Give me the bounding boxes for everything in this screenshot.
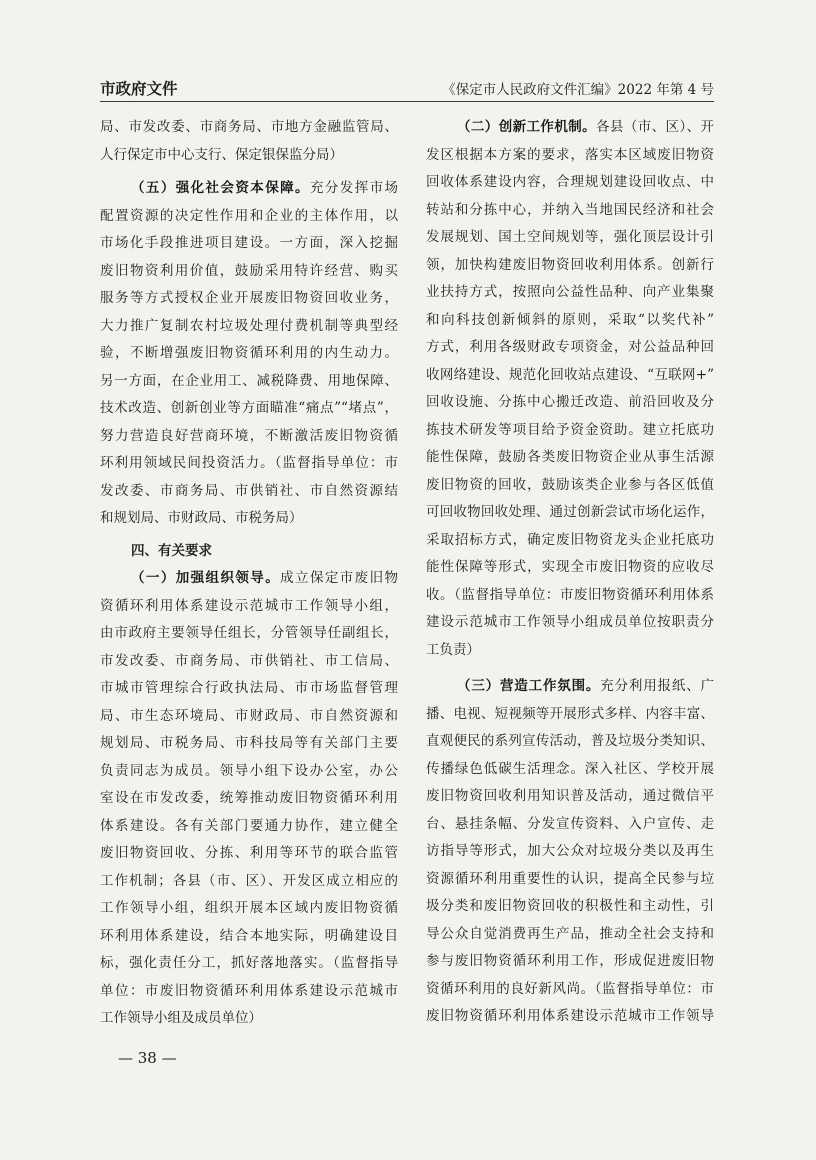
text-line: 由市政府主要领导任组长，分管领导任副组长， bbox=[100, 625, 398, 641]
text-line: 建设示范城市工作领导小组成员单位按职责分 bbox=[426, 614, 714, 630]
section-lead: （五）强化社会资本保障。 bbox=[131, 180, 310, 196]
text-line: 领，加快构建废旧物资回收利用体系。创新行 bbox=[426, 256, 714, 273]
text-line: 配置资源的决定性作用和企业的主体作用，以 bbox=[100, 207, 398, 224]
text-line: 废旧物资利用价值，鼓励采用特许经营、购买 bbox=[100, 262, 398, 279]
text-line: 标，强化责任分工，抓好落地落实。（监督指导 bbox=[100, 955, 398, 971]
text-line: 收。（监督指导单位：市废旧物资循环利用体系 bbox=[426, 586, 714, 603]
paragraph-first-line bbox=[426, 673, 714, 701]
text-line: 市发改委、市商务局、市供销社、市工信局、 bbox=[100, 652, 398, 669]
text-line: 环利用领域民间投资活力。（监督指导单位：市 bbox=[100, 455, 398, 471]
text-line: 访指导等形式，加大公众对垃圾分类以及再生 bbox=[426, 843, 714, 859]
header-publication: 《保定市人民政府文件汇编》2022 年第 4 号 bbox=[442, 82, 714, 98]
text-line: 播、电视、短视频等开展形式多样、内容丰富、 bbox=[426, 705, 714, 722]
text-line: 能性保障等形式，实现全市废旧物资的应收尽 bbox=[426, 559, 714, 575]
text-line: 努力营造良好营商环境，不断激活废旧物资循 bbox=[100, 427, 398, 444]
text-line: 服务等方式授权企业开展废旧物资回收业务， bbox=[100, 290, 398, 306]
text-line: 废旧物资循环利用体系建设示范城市工作领导 bbox=[426, 1008, 714, 1024]
text-line: 方式，利用各级财政专项资金，对公益品种回 bbox=[426, 339, 714, 355]
paragraph-first-line bbox=[100, 175, 398, 203]
text-line: 工作领导小组及成员单位） bbox=[100, 1010, 262, 1026]
text-line: 另一方面，在企业用工、减税降费、用地保障、 bbox=[100, 372, 398, 389]
text-line: 发展规划、国土空间规划等，强化顶层设计引 bbox=[426, 229, 714, 245]
text-line: 大力推广复制农村垃圾处理付费机制等典型经 bbox=[100, 317, 398, 334]
paragraph-first-line bbox=[100, 565, 398, 593]
text-line: 废旧物资回收、分拣、利用等环节的联合监管 bbox=[100, 845, 398, 861]
text-line: 资源循环利用重要性的认识，提高全民参与垃 bbox=[426, 870, 714, 887]
text-line: 工作领导小组，组织开展本区域内废旧物资循 bbox=[100, 900, 398, 916]
text-line: 体系建设。各有关部门要通力协作，建立健全 bbox=[100, 817, 398, 834]
text-line: 市场化手段推进项目建设。一方面，深入挖掘 bbox=[100, 235, 398, 251]
text-line: 传播绿色低碳生活理念。深入社区、学校开展 bbox=[426, 760, 714, 777]
text-line: 能性保障，鼓励各类废旧物资企业从事生活源 bbox=[426, 449, 714, 465]
text-line: 技术改造、创新创业等方面瞄准“痛点”“堵点”， bbox=[100, 400, 398, 416]
page-number: — 38 — bbox=[118, 1049, 177, 1067]
text-line: 台、悬挂条幅、分发宣传资料、入户宣传、走 bbox=[426, 815, 714, 832]
text-line: 拣技术研发等项目给予资金资助。建立托底功 bbox=[426, 421, 714, 438]
section-heading: 四、有关要求 bbox=[131, 542, 212, 559]
text-line: 局、市发改委、市商务局、市地方金融监管局、 bbox=[100, 119, 398, 135]
text-line: 室设在市发改委，统筹推动废旧物资循环利用 bbox=[100, 790, 398, 806]
text-line: 和向科技创新倾斜的原则，采取“以奖代补” bbox=[426, 311, 714, 328]
text-line: 工负责） bbox=[426, 641, 480, 658]
text-line: 业扶持方式，按照向公益性品种、向产业集聚 bbox=[426, 284, 714, 300]
text-line: 可回收物回收处理、通过创新尝试市场化运作， bbox=[426, 504, 714, 520]
header-rule bbox=[100, 101, 714, 102]
line-text: 充分利用报纸、广 bbox=[600, 678, 715, 694]
text-line: 环利用体系建设，结合本地实际，明确建设目 bbox=[100, 927, 398, 944]
text-line: 收网络建设、规范化回收站点建设、“互联网+” bbox=[426, 366, 714, 383]
text-line: 回收体系建设内容，合理规划建设回收点、中 bbox=[426, 174, 714, 190]
text-line: 废旧物资回收利用知识普及活动，通过微信平 bbox=[426, 788, 714, 804]
left-column bbox=[100, 114, 398, 1033]
text-line: 参与废旧物资循环利用工作，形成促进废旧物 bbox=[426, 953, 714, 969]
text-line: 回收设施、分拣中心搬迁改造、前沿回收及分 bbox=[426, 394, 714, 410]
text-line: 局、市生态环境局、市财政局、市自然资源和 bbox=[100, 707, 398, 724]
line-text: 各县（市、区）、开 bbox=[596, 119, 715, 135]
right-column bbox=[426, 114, 714, 1031]
text-line: 转站和分拣中心，并纳入当地国民经济和社会 bbox=[426, 201, 714, 218]
section-lead: （三）营造工作氛围。 bbox=[457, 678, 601, 694]
section-lead: （二）创新工作机制。 bbox=[457, 119, 597, 135]
line-text: 充分发挥市场 bbox=[309, 180, 399, 196]
line-text: 成立保定市废旧物 bbox=[280, 570, 399, 586]
text-line: 采取招标方式，确定废旧物资龙头企业托底功 bbox=[426, 531, 714, 548]
text-line: 资循环利用体系建设示范城市工作领导小组， bbox=[100, 597, 398, 614]
text-line: 市城市管理综合行政执法局、市市场监督管理 bbox=[100, 680, 398, 696]
text-line: 废旧物资的回收，鼓励该类企业参与各区低值 bbox=[426, 476, 714, 493]
text-line: 和规划局、市财政局、市税务局） bbox=[100, 510, 303, 526]
text-line: 负责同志为成员。领导小组下设办公室，办公 bbox=[100, 762, 398, 779]
section-lead: （一）加强组织领导。 bbox=[131, 570, 281, 586]
text-line: 验，不断增强废旧物资循环利用的内生动力。 bbox=[100, 345, 398, 361]
text-line: 发区根据本方案的要求，落实本区域废旧物资 bbox=[426, 146, 714, 163]
text-line: 发改委、市商务局、市供销社、市自然资源结 bbox=[100, 482, 398, 499]
text-line: 资循环利用的良好新风尚。（监督指导单位：市 bbox=[426, 980, 714, 997]
text-line: 导公众自觉消费再生产品，推动全社会支持和 bbox=[426, 925, 714, 942]
header-doc-type: 市政府文件 bbox=[100, 80, 178, 98]
paragraph-first-line bbox=[426, 114, 714, 142]
text-line: 圾分类和废旧物资回收的积极性和主动性，引 bbox=[426, 898, 714, 914]
text-line: 规划局、市税务局、市科技局等有关部门主要 bbox=[100, 735, 398, 751]
text-line: 人行保定市中心支行、保定银保监分局） bbox=[100, 146, 343, 163]
text-line: 直观便民的系列宣传活动，普及垃圾分类知识、 bbox=[426, 733, 714, 749]
text-line: 工作机制；各县（市、区）、开发区成立相应的 bbox=[100, 872, 398, 889]
text-line: 单位：市废旧物资循环利用体系建设示范城市 bbox=[100, 982, 398, 999]
